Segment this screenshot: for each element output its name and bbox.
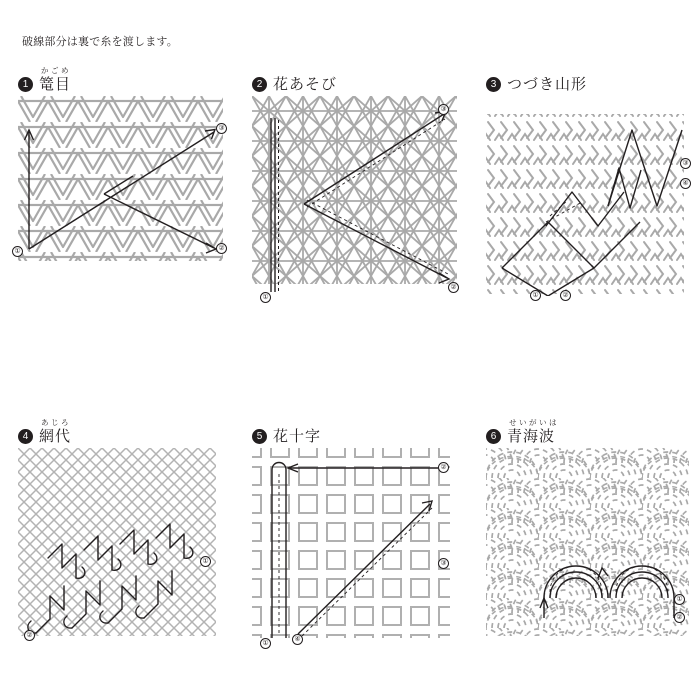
step-marker: ② — [216, 243, 227, 254]
step-marker: ① — [674, 594, 685, 605]
ajiro-pattern-svg — [18, 448, 218, 643]
panel-header — [18, 420, 71, 446]
step-marker: ② — [24, 630, 35, 641]
panel-header — [486, 418, 559, 446]
step-marker: ① — [12, 246, 23, 257]
panel-header — [486, 68, 587, 94]
panel-header — [252, 68, 337, 94]
panel-title: 花あそび — [273, 76, 338, 93]
panel-title: 青海波 — [507, 428, 556, 445]
panel-title: 網代 — [39, 428, 72, 445]
yamagata-pattern-svg — [486, 96, 686, 296]
step-marker: ① — [530, 290, 541, 301]
panel-title: つづき山形 — [507, 76, 588, 93]
panel-artwork — [14, 96, 225, 281]
hanaasobi-pattern-svg — [252, 96, 457, 296]
panel-number-badge: 4 — [18, 429, 33, 444]
instruction-note: 破線部分は裏で糸を渡します。 — [22, 36, 178, 48]
panel-hanajuji — [252, 420, 462, 650]
hanajuji-pattern-svg — [252, 448, 452, 648]
panel-title-wrap — [273, 428, 321, 446]
step-marker: ③ — [438, 104, 449, 115]
panel-number-badge: 1 — [18, 77, 33, 92]
step-marker: ③ — [680, 158, 691, 169]
panel-title: 篭目 — [39, 76, 72, 93]
panel-title-wrap — [507, 76, 587, 94]
step-marker: ③ — [438, 558, 449, 569]
panel-artwork — [486, 96, 689, 299]
panel-title: 花十字 — [273, 428, 322, 445]
step-marker: ④ — [680, 178, 691, 189]
panel-header — [252, 420, 321, 446]
panel-artwork — [252, 96, 457, 301]
panel-artwork — [486, 448, 691, 638]
step-marker: ② — [560, 290, 571, 301]
step-marker: ③ — [216, 123, 227, 134]
step-marker: ② — [438, 462, 449, 473]
panel-hanaasobi — [252, 68, 462, 301]
panel-number-badge: 3 — [486, 77, 501, 92]
step-marker: ④ — [292, 634, 303, 645]
kagome-pattern-svg — [18, 96, 223, 281]
panel-title-wrap — [39, 66, 72, 94]
step-marker: ① — [200, 556, 211, 567]
panel-artwork — [18, 448, 218, 643]
step-marker: ① — [260, 292, 271, 303]
panel-ajiro — [18, 420, 228, 650]
seigaiha-pattern-svg — [486, 448, 691, 638]
step-marker: ② — [448, 282, 459, 293]
panel-artwork — [252, 448, 452, 648]
step-marker: ② — [674, 612, 685, 623]
panel-seigaiha — [486, 420, 696, 650]
panel-furigana: かごめ — [41, 66, 71, 75]
panel-kagome — [14, 66, 228, 288]
panel-number-badge: 6 — [486, 429, 501, 444]
panel-title-wrap — [39, 418, 72, 446]
step-marker: ① — [260, 638, 271, 649]
panel-header — [18, 68, 71, 94]
panel-title-wrap — [507, 418, 559, 446]
panel-furigana: あじろ — [41, 418, 71, 427]
panel-number-badge: 2 — [252, 77, 267, 92]
panel-number-badge: 5 — [252, 429, 267, 444]
panel-tsuzukiyamagata — [486, 68, 696, 298]
panel-title-wrap — [273, 76, 337, 94]
panel-furigana: せいがいは — [509, 418, 559, 427]
